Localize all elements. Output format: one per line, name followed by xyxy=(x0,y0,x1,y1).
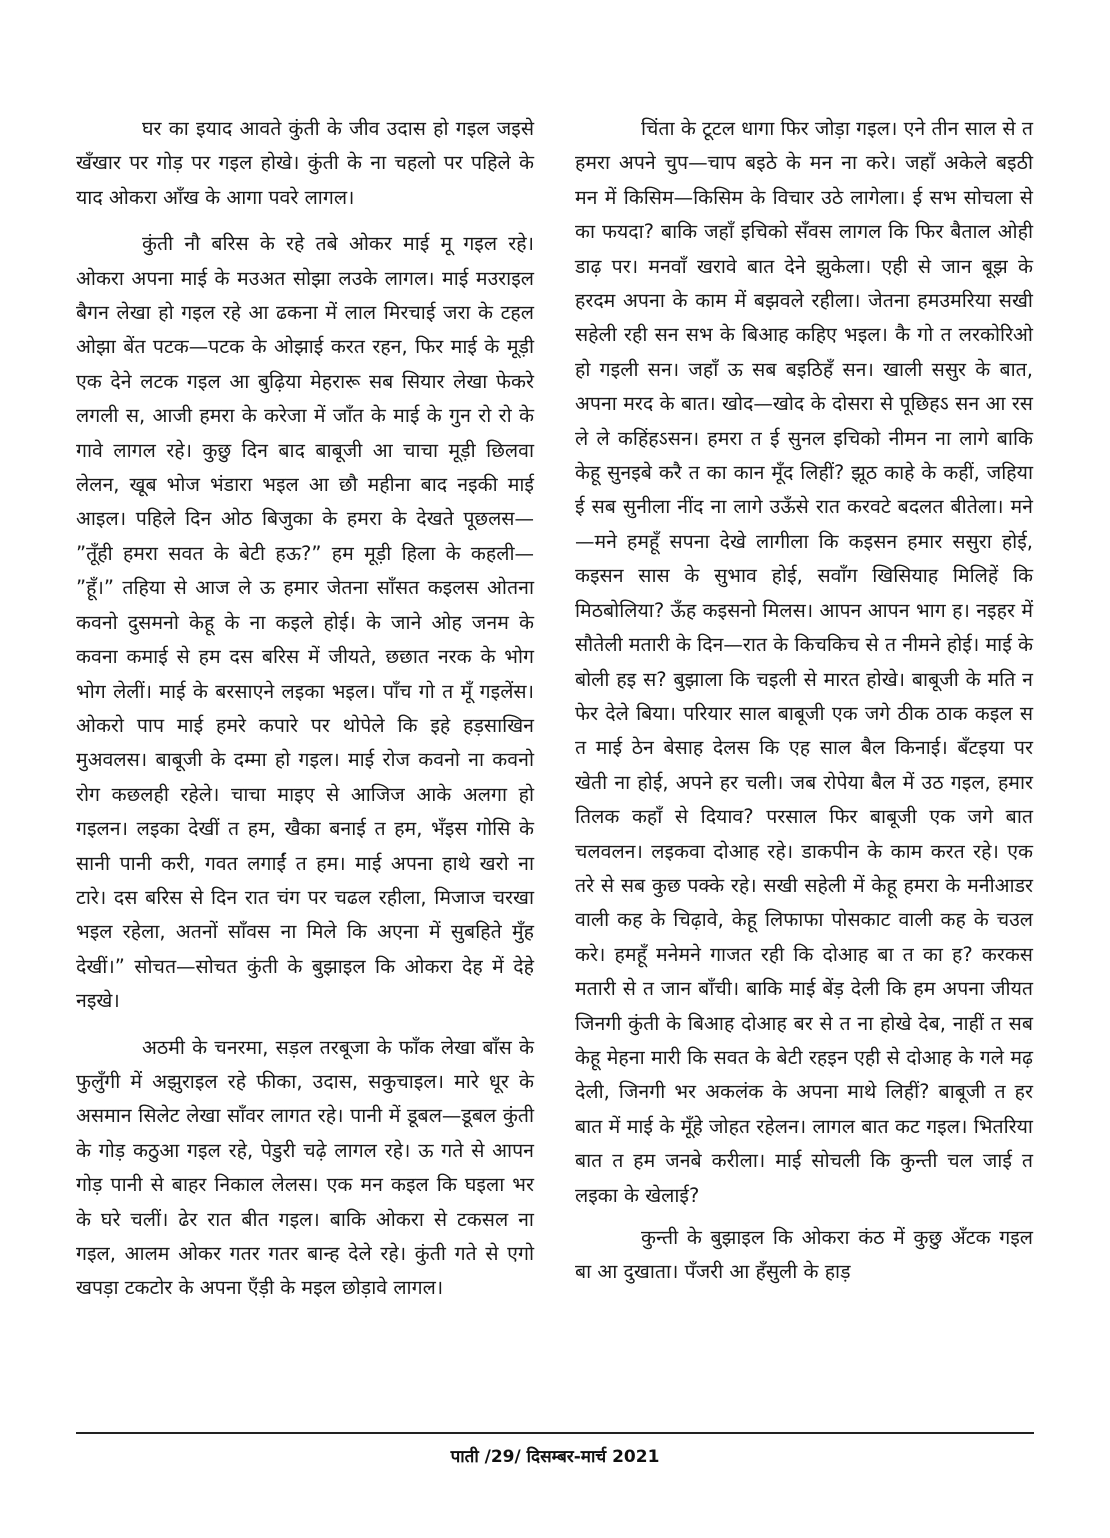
paragraph: कुंती नौ बरिस के रहे तबे ओकर माई मू गइल रहे। ओकरा अपना माई के मउअत सोझा लउके लागल। माई मउराइल बैगन लेखा हो गइल रहे आ ढकना में लाल मिरचाई जरा के टहल ओझा बेंत पटक—पटक के ओझाई करत रहन, फिर माई के मूड़ी एक देने लटक गइल आ बुढ़िया मेहरारू सब सियार लेखा फेकरे लगली स, आजी हमरा के करेजा में जाँत के माई के गुन रो रो के गावे लागल रहे। कुछु दिन बाद बाबूजी आ चाचा मूड़ी छिलवा लेलन, खूब भोज भंडारा भइल आ छौ महीना बाद नइकी माई आइल। पहिले दिन ओठ बिजुका के हमरा के देखते पूछलस— ”तूँही हमरा सवत के बेटी हऊ?” हम मूड़ी हिला के कहली— ”हूँ।” तहिया से आज ले ऊ हमार जेतना साँसत कइलस ओतना कवनो दुसमनो केहू के ना कइले होई। के जाने ओह जनम के कवना कमाई से हम दस बरिस में जीयते, छछात नरक के भोग भोग लेलीं। माई के बरसाएने लइका भइल। पाँच गो त मूँ गइलेंस। ओकरो पाप माई हमरे कपारे पर थोपेले कि इहे हड़साखिन मुअवलस। बाबूजी के दम्मा हो गइल। माई रोज कवनो ना कवनो रोग कछलही रहेले। चाचा माइए से आजिज आके अलगा हो गइलन। लइका देखीं त हम, खैका बनाई त हम, भँइस गोसि के सानी पानी करी, गवत लगाईं त हम। माई अपना हाथे खरो ना टारे। दस बरिस से दिन रात चंग पर चढल रहीला, मिजाज चरखा भइल रहेला, अतनों साँवस ना मिले कि अएना में सुबहिते मुँह देखीं।” सोचत—सोचत कुंती के बुझाइल कि ओकरा देह में देहे नइखे। xyxy=(76,232,534,1013)
paragraph: अठमी के चनरमा, सड़ल तरबूजा के फाँक लेखा बाँस के फुलुँगी में अझुराइल रहे फीका, उदास, सकुचाइल। मारे धूर के असमान सिलेट लेखा साँवर लागत रहे। पानी में डूबल—डूबल कुंती के गोड़ कठुआ गइल रहे, पेडुरी चढ़े लागल रहे। ऊ गते से आपन गोड़ पानी से बाहर निकाल लेलस। एक मन कइल कि घइला भर के घरे चलीं। ढेर रात बीत गइल। बाकि ओकरा से टकसल ना गइल, आलम ओकर गतर गतर बान्ह देले रहे। कुंती गते से एगो खपड़ा टकटोर के अपना एँड़ी के मइल छोड़ावे लागल। xyxy=(76,1035,534,1300)
paragraph: कुन्ती के बुझाइल कि ओकरा कंठ में कुछु अँटक गइल बा आ दुखाता। पँजरी आ हँसुली के हाड़ xyxy=(575,1226,1033,1284)
paragraph: चिंता के टूटल धागा फिर जोड़ा गइल। एने तीन साल से त हमरा अपने चुप—चाप बइठे के मन ना करे। जहाँ अकेले बइठी मन में किसिम—किसिम के विचार उठे लागेला। ई सभ सोचला से का फयदा? बाकि जहाँ इचिको सँवस लागल कि फिर बैताल ओही डाढ़ पर। मनवाँ खरावे बात देने झुकेला। एही से जान बूझ के हरदम अपना के काम में बझवले रहीला। जेतना हमउमरिया सखी सहेली रही सन सभ के बिआह कहिए भइल। कै गो त लरकोरिओ हो गइली सन। जहाँ ऊ सब बइठिहँ सन। खाली ससुर के बात, अपना मरद के बात। खोद—खोद के दोसरा से पूछिहऽ सन आ रस ले ले कहिंहऽसन। हमरा त ई सुनल इचिको नीमन ना लागे बाकि केहू सुनइबे करै त का कान मूँद लिहीं? झूठ काहे के कहीं, जहिया ई सब सुनीला नींद ना लागे उऊँसे रात करवटे बदलत बीतेला। मने—मने हमहूँ सपना देखे लागीला कि कइसन हमार ससुरा होई, कइसन सास के सुभाव होई, सवाँग खिसियाह मिलिहें कि मिठबोलिया? ऊँह कइसनो मिलस। आपन आपन भाग ह। नइहर में सौतेली मतारी के दिन—रात के किचकिच से त नीमने होई। माई के बोली हइ स? बुझाला कि चइली से मारत होखे। बाबूजी के मति न फेर देले बिया। परियार साल बाबूजी एक जगे ठीक ठाक कइल स त माई ठेन बेसाह देलस कि एह साल बैल किनाई। बँटइया पर खेती ना होई, अपने हर चली। जब रोपेया बैल में उठ गइल, हमार तिलक कहाँ से दियाव? परसाल फिर बाबूजी एक जगे बात चलवलन। लइकवा दोआह रहे। डाकपीन के काम करत रहे। एक तरे से सब कुछ पक्के रहे। सखी सहेली में केहू हमरा के मनीआडर वाली कह के चिढ़ावे, केहू लिफाफा पोसकाट वाली कह के चउल करे। हमहूँ मनेमने गाजत रही कि दोआह बा त का ह? करकस मतारी से त जान बाँची। बाकि माई बेंड़ देली कि हम अपना जीयत जिनगी कुंती के बिआह दोआह बर से त ना होखे देब, नाहीं त सब केहू मेहना मारी कि सवत के बेटी रहइन एही से दोआह के गले मढ़ देली, जिनगी भर अकलंक के अपना माथे लिहीं? बाबूजी त हर बात में माई के मूँहे जोहत रहेलन। लागल बात कट गइल। भितरिया बात त हम जनबे करीला। माई सोचली कि कुन्ती चल जाई त लइका के खेलाई? xyxy=(575,117,1033,1207)
page-footer: पाती /29/ दिसम्बर-मार्च 2021 xyxy=(450,1447,660,1467)
paragraph: घर का इयाद आवते कुंती के जीव उदास हो गइल जइसे खँखार पर गोड़ पर गइल होखे। कुंती के ना चहलो पर पहिले के याद ओकरा आँख के आगा पवरे लागल। xyxy=(76,117,534,209)
right-text-column xyxy=(575,112,1033,1298)
footer-divider xyxy=(76,1432,1034,1434)
left-text-column xyxy=(76,112,534,1318)
